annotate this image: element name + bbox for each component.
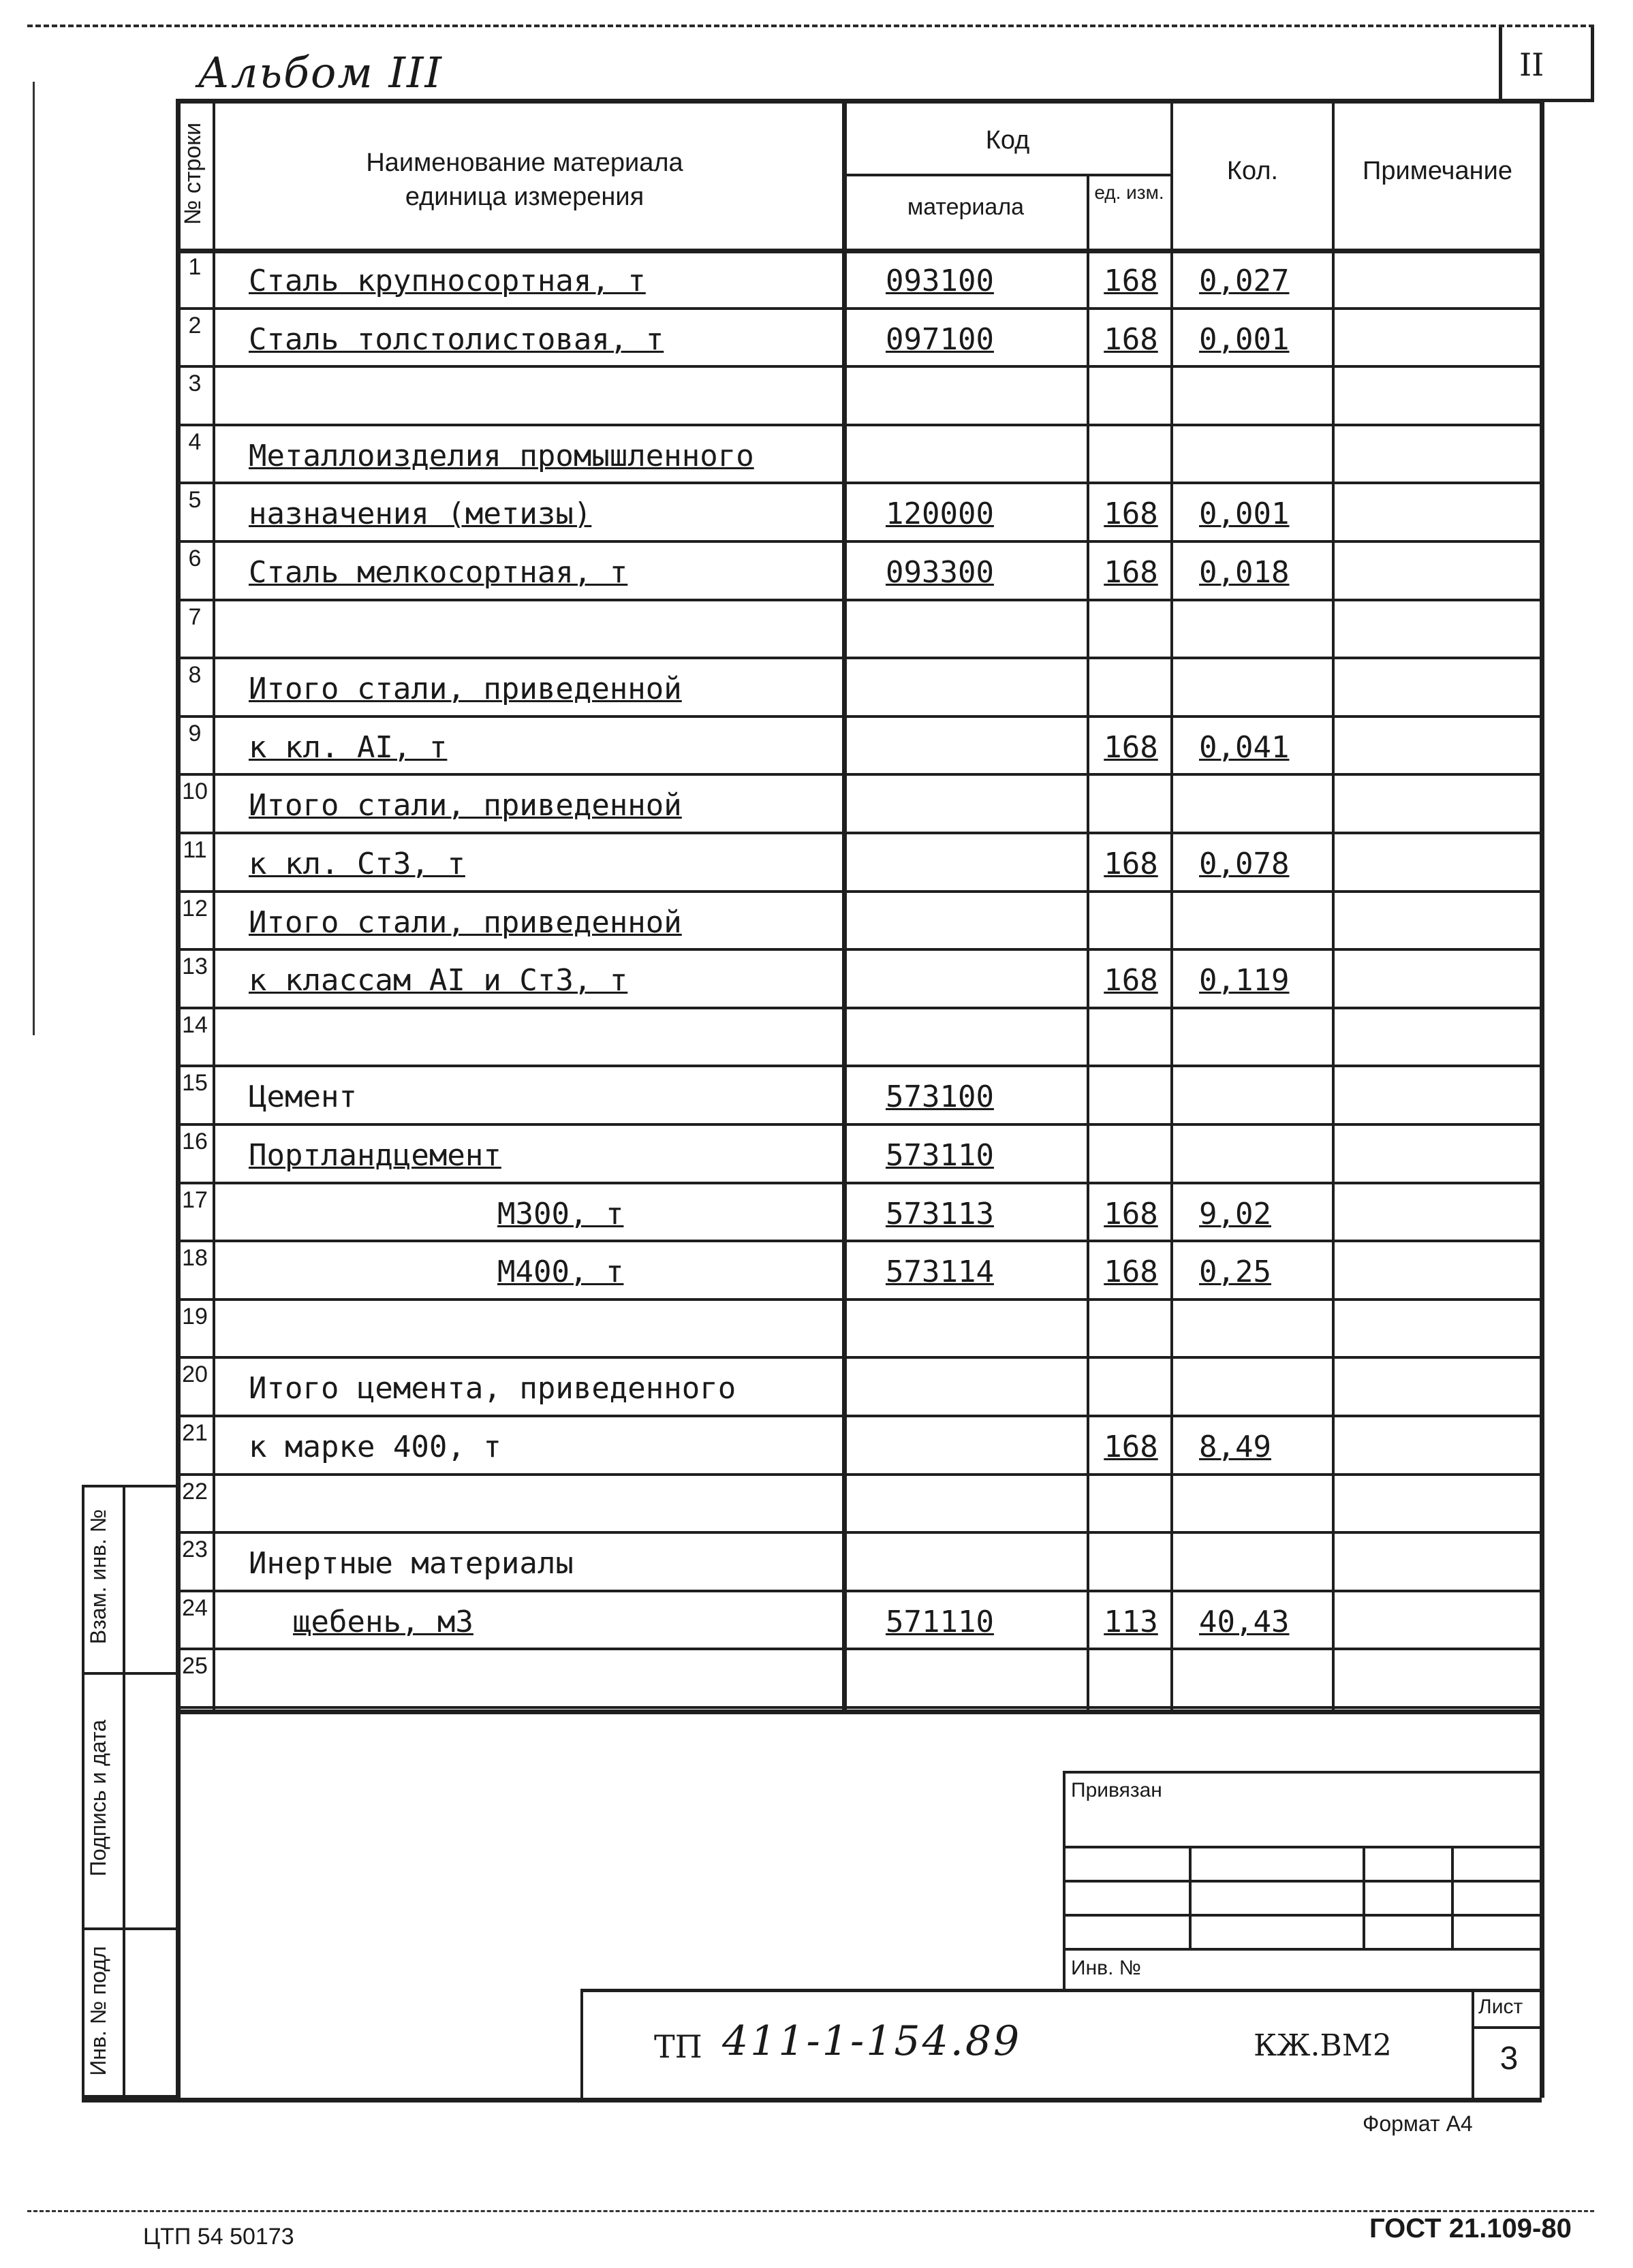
row-separator <box>176 1065 1542 1067</box>
row-name: Цемент <box>249 1080 357 1114</box>
row-name: Сталь крупносортная, т <box>249 264 646 298</box>
privyazan-col3 <box>1451 1846 1454 1948</box>
row-number: 10 <box>182 778 208 804</box>
header-code-divider <box>842 174 1170 176</box>
row-number: 9 <box>188 721 202 746</box>
row-name: Сталь мелкосортная, т <box>249 555 628 590</box>
row-code: 093100 <box>886 264 994 298</box>
row-name: Металлоизделия промышленного <box>249 439 754 473</box>
header-code: Код <box>985 126 1030 155</box>
col-sep-qty <box>1332 99 1335 1713</box>
row-qty: 0,041 <box>1199 730 1290 765</box>
row-separator <box>176 832 1542 834</box>
sheet-number: 3 <box>1499 2041 1519 2077</box>
row-separator <box>176 307 1542 310</box>
row-name: М300, т <box>497 1197 624 1231</box>
bottom-frame-line <box>27 2210 1594 2212</box>
row-separator <box>176 424 1542 426</box>
doc-code-prefix: ТП <box>654 2028 702 2065</box>
row-name: М400, т <box>497 1255 624 1289</box>
row-number: 7 <box>188 604 202 630</box>
row-separator <box>176 482 1542 484</box>
header-name-line2: единица измерения <box>405 183 644 211</box>
header-material: материала <box>907 194 1025 220</box>
row-name: щебень, м3 <box>293 1605 473 1639</box>
row-number: 13 <box>182 954 208 979</box>
row-number: 24 <box>182 1595 208 1621</box>
row-name: Сталь толстолистовая, т <box>249 322 664 357</box>
row-name: к кл. AI, т <box>249 730 448 765</box>
row-separator <box>176 890 1542 893</box>
privyazan-line1 <box>1063 1846 1540 1848</box>
row-separator <box>176 1182 1542 1184</box>
row-qty: 0,119 <box>1199 963 1290 998</box>
header-bottom <box>176 249 1542 253</box>
sheet-label-line <box>1472 2026 1540 2029</box>
row-number: 17 <box>182 1187 208 1213</box>
side-podpis: Подпись и дата <box>86 1719 110 1877</box>
privyazan-line4 <box>1063 1948 1540 1951</box>
row-number: 16 <box>182 1129 208 1154</box>
row-qty: 0,018 <box>1199 555 1290 590</box>
row-unit: 168 <box>1104 847 1158 881</box>
row-separator <box>176 1356 1542 1359</box>
row-name: назначения (метизы) <box>249 497 592 531</box>
row-number: 19 <box>182 1304 208 1329</box>
row-number: 8 <box>188 662 202 688</box>
row-unit: 168 <box>1104 322 1158 357</box>
row-number: 6 <box>188 546 202 571</box>
row-name: Инертные материалы <box>249 1546 574 1581</box>
header-qty: Кол. <box>1226 157 1279 185</box>
frame-bottom <box>82 2098 1542 2102</box>
row-name: к кл. Ст3, т <box>249 847 465 881</box>
row-number: 11 <box>183 837 207 863</box>
sheet-divider <box>1472 1989 1474 2098</box>
footer-left-code: ЦТП 54 50173 <box>143 2224 294 2250</box>
row-separator <box>176 1648 1542 1650</box>
sheet-label: Лист <box>1478 1996 1523 2018</box>
row-code: 097100 <box>886 322 994 357</box>
row-unit: 168 <box>1104 963 1158 998</box>
row-number: 3 <box>188 371 202 396</box>
footer-gost: ГОСТ 21.109-80 <box>1369 2214 1572 2243</box>
frame-left <box>176 99 181 2098</box>
row-name: Итого цемента, приведенного <box>249 1371 736 1406</box>
row-number: 18 <box>182 1245 208 1271</box>
row-unit: 168 <box>1104 555 1158 590</box>
row-code: 093300 <box>886 555 994 590</box>
row-separator <box>176 365 1542 368</box>
header-row-no: № строки <box>180 122 206 225</box>
row-qty: 0,001 <box>1199 322 1290 357</box>
row-number: 15 <box>182 1070 208 1096</box>
row-unit: 168 <box>1104 730 1158 765</box>
side-inv-podl: Инв. № подл <box>86 1946 110 2076</box>
side-stamp-divider <box>123 1485 125 2098</box>
row-qty: 8,49 <box>1199 1430 1271 1464</box>
corner-sheet-box <box>1499 27 1594 102</box>
corner-sheet-number: II <box>1519 46 1544 83</box>
row-unit: 168 <box>1104 1255 1158 1289</box>
row-code: 573113 <box>886 1197 994 1231</box>
col-sep-name <box>842 99 847 1713</box>
row-separator <box>176 599 1542 601</box>
col-sep-rownum <box>213 99 215 1713</box>
header-note: Примечание <box>1363 157 1512 185</box>
row-separator <box>176 1123 1542 1126</box>
privyazan-line3 <box>1063 1914 1540 1917</box>
row-separator <box>176 1590 1542 1592</box>
row-number: 22 <box>182 1479 208 1505</box>
row-number: 12 <box>182 896 208 922</box>
row-name: Итого стали, приведенной <box>249 788 682 823</box>
row-separator <box>176 1473 1542 1476</box>
side-vzam: Взам. инв. № <box>86 1509 110 1645</box>
row-number: 2 <box>188 313 202 338</box>
col-sep-unit <box>1170 99 1173 1713</box>
frame-right <box>1540 99 1544 2098</box>
row-qty: 0,001 <box>1199 497 1290 531</box>
doc-mark: КЖ.ВМ2 <box>1254 2028 1392 2063</box>
row-unit: 168 <box>1104 497 1158 531</box>
row-qty: 0,25 <box>1199 1255 1271 1289</box>
row-separator <box>176 1531 1542 1534</box>
privyazan-col2 <box>1363 1846 1365 1948</box>
privyazan-col1 <box>1189 1846 1192 1948</box>
table-bottom <box>176 1710 1542 1714</box>
row-name: Итого стали, приведенной <box>249 905 682 940</box>
row-code: 573114 <box>886 1255 994 1289</box>
row-separator <box>176 715 1542 718</box>
row-separator <box>176 1298 1542 1301</box>
row-code: 571110 <box>886 1605 994 1639</box>
top-frame-line <box>27 25 1594 27</box>
row-separator <box>176 1706 1542 1709</box>
row-separator <box>176 773 1542 776</box>
format-label: Формат А4 <box>1363 2111 1473 2136</box>
header-name-line1: Наименование материала <box>366 148 683 177</box>
privyazan-label: Привязан <box>1071 1779 1162 1801</box>
album-label: Альбом III <box>198 48 443 97</box>
row-code: 573110 <box>886 1138 994 1173</box>
row-qty: 0,078 <box>1199 847 1290 881</box>
row-separator <box>176 1415 1542 1417</box>
row-number: 25 <box>182 1653 208 1679</box>
row-number: 21 <box>182 1420 208 1446</box>
privyazan-line2 <box>1063 1880 1540 1883</box>
row-separator <box>176 1240 1542 1242</box>
row-separator <box>176 948 1542 951</box>
frame-top <box>176 99 1542 104</box>
row-number: 20 <box>182 1361 208 1387</box>
row-code: 573100 <box>886 1080 994 1114</box>
header-unit: ед. изм. <box>1094 182 1164 203</box>
row-qty: 40,43 <box>1199 1605 1290 1639</box>
row-unit: 168 <box>1104 1197 1158 1231</box>
row-number: 5 <box>188 487 202 513</box>
row-qty: 0,027 <box>1199 264 1290 298</box>
inv-no-label: Инв. № <box>1071 1957 1141 1979</box>
row-name: к классам AI и Ст3, т <box>249 963 628 998</box>
row-name: Портландцемент <box>249 1138 501 1173</box>
row-unit: 113 <box>1104 1605 1158 1639</box>
row-separator <box>176 1007 1542 1009</box>
left-margin-line <box>33 82 35 1035</box>
row-qty: 9,02 <box>1199 1197 1271 1231</box>
row-number: 14 <box>182 1012 208 1038</box>
col-sep-code <box>1087 174 1089 1713</box>
doc-code: 411-1-154.89 <box>722 2017 1022 2065</box>
row-name: к марке 400, т <box>249 1430 501 1464</box>
row-separator <box>176 657 1542 659</box>
row-number: 4 <box>188 429 202 455</box>
row-name: Итого стали, приведенной <box>249 672 682 706</box>
row-separator <box>176 540 1542 543</box>
row-number: 1 <box>188 254 202 280</box>
row-unit: 168 <box>1104 264 1158 298</box>
row-code: 120000 <box>886 497 994 531</box>
row-number: 23 <box>182 1537 208 1562</box>
row-unit: 168 <box>1104 1430 1158 1464</box>
